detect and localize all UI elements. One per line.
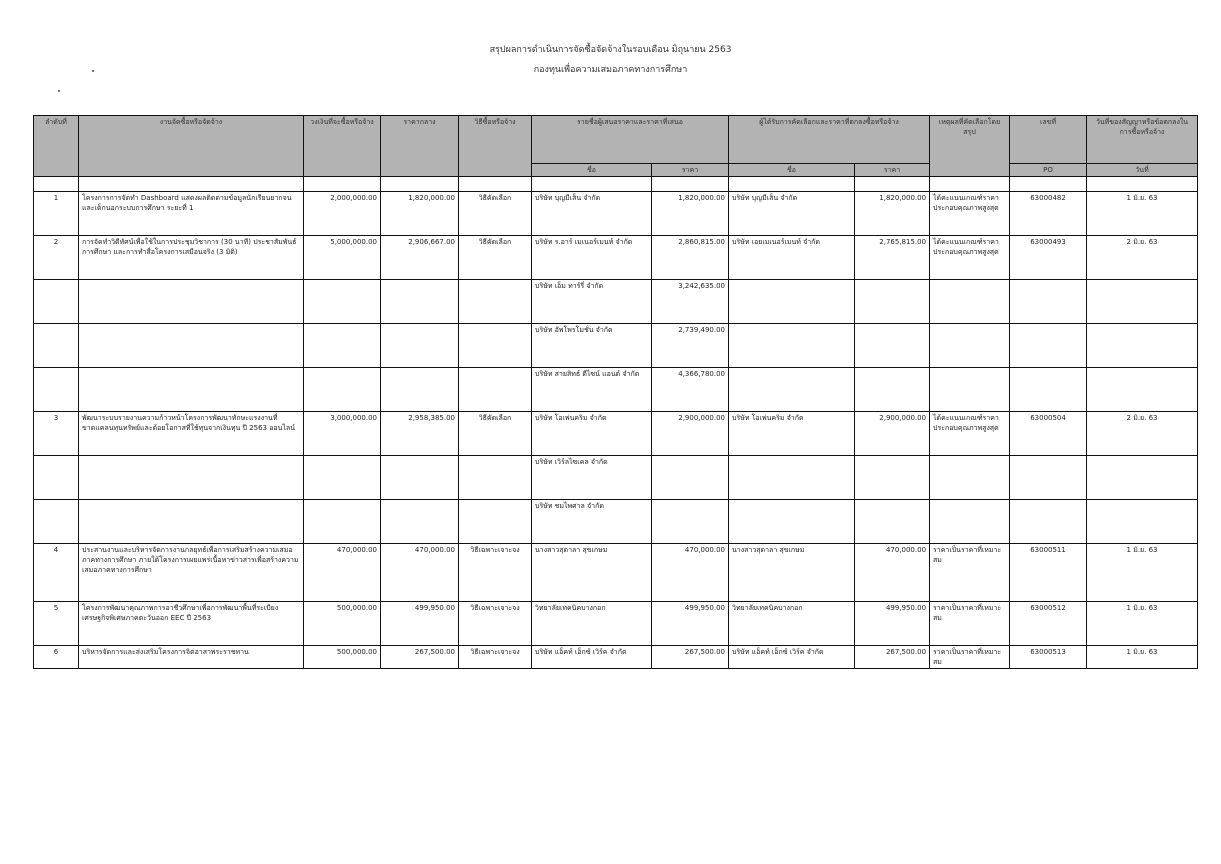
header-budget: วงเงินที่จะซื้อหรือจ้าง [304,116,381,177]
row-reason: ได้คะแนนเกณฑ์ราคาประกอบคุณภาพสูงสุด [930,192,1010,236]
row-reason: ได้คะแนนเกณฑ์ราคาประกอบคุณภาพสูงสุด [930,236,1010,280]
row-date: 1 มิ.ย. 63 [1087,646,1198,669]
table-row [34,544,1198,602]
row-reason: ได้คะแนนเกณฑ์ราคาประกอบคุณภาพสูงสุด [930,412,1010,456]
bidder-price: 4,366,780.00 [652,368,729,412]
subheader-bidder-price: ราคา [652,164,729,177]
row-reason: ราคาเป็นราคาที่เหมาะสม [930,602,1010,646]
row-budget: 500,000.00 [304,602,381,646]
winner-name: บริษัท โอเพ่นคริม จำกัด [729,412,855,456]
procurement-table [33,115,1198,669]
table-row [34,646,1198,669]
winner-price: 1,820,000.00 [855,192,930,236]
bidder-price: 3,242,635.00 [652,280,729,324]
winner-name: บริษัท แอ็คท์ เอ็กซ์ เวิร์ค จำกัด [729,646,855,669]
row-no: 5 [34,602,79,646]
row-po: 63000513 [1010,646,1087,669]
table-row-bidder [34,368,1198,412]
table-row-bidder [34,324,1198,368]
row-item: โครงการพัฒนาคุณภาพการอาชีวศึกษาเพื่อการพัฒนาพื้นที่ระเบียงเศรษฐกิจพิเศษภาคตะวันออก EEC ปี 2563 [79,602,304,646]
row-item: พัฒนาระบบรายงานความก้าวหน้าโครงการพัฒนาทักษะแรงงานที่ขาดแคลนทุนทรัพย์และด้อยโอกาสที่ใช้ทุนจากเงินทุน ปี 2563 ออนไลน์ [79,412,304,456]
header-reason: เหตุผลที่คัดเลือกโดยสรุป [930,116,1010,177]
header-bidders: รายชื่อผู้เสนอราคาและราคาที่เสนอ [532,116,729,164]
row-date: 1 มิ.ย. 63 [1087,192,1198,236]
subheader-winner-name: ชื่อ [729,164,855,177]
row-method: วิธีคัดเลือก [459,192,532,236]
row-date: 2 มิ.ย. 63 [1087,236,1198,280]
bidder-price: 267,500.00 [652,646,729,669]
bidder-price [652,456,729,500]
bidder-price: 2,900,000.00 [652,412,729,456]
winner-price: 2,765,815.00 [855,236,930,280]
row-item: โครงการการจัดทำ Dashboard แสดงผลติดตามข้อมูลนักเรียนยากจน และเด็กนอกระบบการศึกษา ระยะที่ 1 [79,192,304,236]
spacer-row [34,177,1198,192]
header-median-price: ราคากลาง [381,116,459,177]
bidder-name: บริษัท บุญมีเส็น จำกัด [532,192,652,236]
row-median: 267,500.00 [381,646,459,669]
row-budget: 5,000,000.00 [304,236,381,280]
row-method: วิธีเฉพาะเจาะจง [459,544,532,602]
header-no: ลำดับที่ [34,116,79,177]
winner-name: นางสาวสุดาลา สุขเกษม [729,544,855,602]
bidder-price: 470,000.00 [652,544,729,602]
row-budget: 470,000.00 [304,544,381,602]
row-median: 2,958,385.00 [381,412,459,456]
row-budget: 2,000,000.00 [304,192,381,236]
table-row [34,602,1198,646]
document-title: สรุปผลการดำเนินการจัดซื้อจัดจ้างในรอบเดือน มิถุนายน 2563 [489,45,732,55]
row-po: 63000511 [1010,544,1087,602]
bidder-price: 499,950.00 [652,602,729,646]
header-contract-date: วันที่ของสัญญาหรือข้อตกลงในการซื้อหรือจ้าง [1087,116,1198,164]
row-date: 1 มิ.ย. 63 [1087,544,1198,602]
row-budget: 3,000,000.00 [304,412,381,456]
row-median: 499,950.00 [381,602,459,646]
scan-speck [92,70,94,72]
row-po: 63000512 [1010,602,1087,646]
winner-price: 2,900,000.00 [855,412,930,456]
row-budget: 500,000.00 [304,646,381,669]
header-item: งานจัดซื้อหรือจัดจ้าง [79,116,304,177]
winner-name: บริษัท เอยเมเนอร์เมนท์ จำกัด [729,236,855,280]
bidder-price: 2,860,815.00 [652,236,729,280]
row-no: 4 [34,544,79,602]
header-method: วิธีซื้อหรือจ้าง [459,116,532,177]
table-row [34,192,1198,236]
bidder-name: บริษัท ร.อาร์ เมเนอร์เมนท์ จำกัด [532,236,652,280]
row-method: วิธีเฉพาะเจาะจง [459,602,532,646]
bidder-name: บริษัท เวิร์ลไซเคล จำกัด [532,456,652,500]
winner-name: บริษัท บุญมีเส็น จำกัด [729,192,855,236]
bidder-name: บริษัท อัพโพรโมชั่น จำกัด [532,324,652,368]
bidder-name: วิทยาลัยเทคนิคบางกอก [532,602,652,646]
row-po: 63000482 [1010,192,1087,236]
subheader-po: PO [1010,164,1087,177]
document-subtitle: กองทุนเพื่อความเสมอภาคทางการศึกษา [533,65,688,75]
row-median: 470,000.00 [381,544,459,602]
row-item: ประสานงานและบริหารจัดการงานกลยุทธ์เพื่อการเสริมสร้างความเสมอภาคทางการศึกษา ภายใต้โครงการเผยแพร่เนื้อหาข่าวสารเพื่อสร้างความเสมอภาคทางการศึกษา [79,544,304,602]
winner-price: 470,000.00 [855,544,930,602]
bidder-price: 1,820,000.00 [652,192,729,236]
row-po: 63000504 [1010,412,1087,456]
row-date: 1 มิ.ย. 63 [1087,602,1198,646]
row-method: วิธีคัดเลือก [459,412,532,456]
table-row-bidder [34,500,1198,544]
table-row-bidder [34,280,1198,324]
bidder-name: บริษัท สายสิทธ์ ดีไซน์ แอนด์ จำกัด [532,368,652,412]
bidder-name: บริษัท ชมไพศาล จำกัด [532,500,652,544]
winner-price: 499,950.00 [855,602,930,646]
row-no: 6 [34,646,79,669]
subheader-date: วันที่ [1087,164,1198,177]
table-row [34,236,1198,280]
subheader-bidder-name: ชื่อ [532,164,652,177]
header-winner: ผู้ได้รับการคัดเลือกและราคาที่ตกลงซื้อหรือจ้าง [729,116,930,164]
winner-name: วิทยาลัยเทคนิคบางกอก [729,602,855,646]
row-median: 2,906,667.00 [381,236,459,280]
subheader-winner-price: ราคา [855,164,930,177]
bidder-price [652,500,729,544]
row-po: 63000493 [1010,236,1087,280]
header-contract: เลขที่ [1010,116,1087,164]
table-row-bidder [34,456,1198,500]
table-row [34,412,1198,456]
row-item: บริหารจัดการและส่งเสริมโครงการจิตอาสาพระราชทาน [79,646,304,669]
row-date: 2 มิ.ย. 63 [1087,412,1198,456]
row-reason: ราคาเป็นราคาที่เหมาะสม [930,646,1010,669]
row-item: การจัดทำวิดีทัศน์เพื่อใช้ในการประชุมวิชาการ (30 นาที) ประชาสัมพันธ์การศึกษา และการทำสื่อโครงการเสมือนจริง (3 มิติ) [79,236,304,280]
bidder-name: นางสาวสุดาลา สุขเกษม [532,544,652,602]
bidder-name: บริษัท โอเพ่นคริม จำกัด [532,412,652,456]
bidder-name: บริษัท แอ็คท์ เอ็กซ์ เวิร์ค จำกัด [532,646,652,669]
row-no: 1 [34,192,79,236]
winner-price: 267,500.00 [855,646,930,669]
row-method: วิธีคัดเลือก [459,236,532,280]
row-reason: ราคาเป็นราคาที่เหมาะสม [930,544,1010,602]
row-no: 3 [34,412,79,456]
bidder-name: บริษัท เอ็ม ทาร์รี่ จำกัด [532,280,652,324]
bidder-price: 2,739,490.00 [652,324,729,368]
row-median: 1,820,000.00 [381,192,459,236]
scan-speck [58,90,60,92]
row-method: วิธีเฉพาะเจาะจง [459,646,532,669]
row-no: 2 [34,236,79,280]
